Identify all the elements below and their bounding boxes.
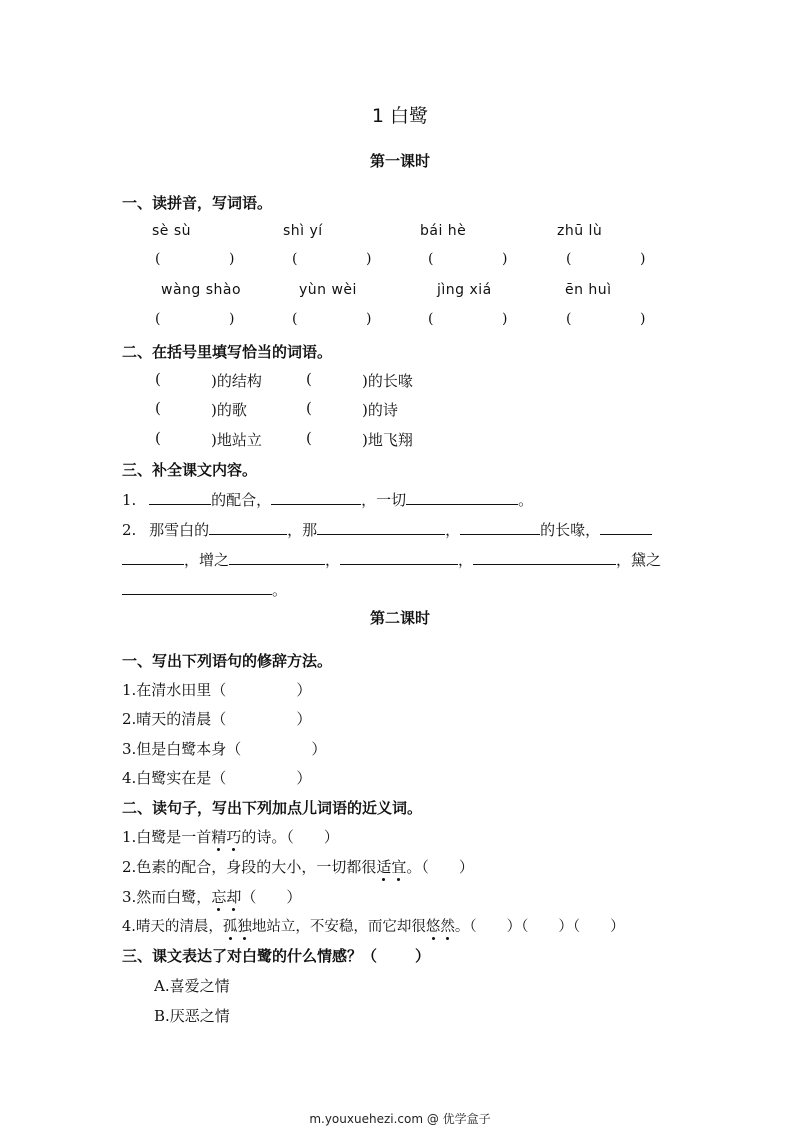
text: ，那 bbox=[287, 521, 318, 539]
rhetoric-item-4 bbox=[122, 767, 311, 788]
lesson2-label: 第二课时 bbox=[369, 609, 430, 627]
l2-q1-heading: 一、写出下列语句的修辞方法。 bbox=[122, 652, 333, 670]
paren-close: ) bbox=[229, 311, 235, 327]
pinyin-8: ēn huì bbox=[565, 282, 612, 298]
paren-close: ) bbox=[640, 251, 646, 267]
pinyin-3: bái hè bbox=[420, 223, 467, 239]
text: 2.色素的配合，身段的大小，一切都很 bbox=[122, 858, 377, 876]
text: ， bbox=[458, 551, 474, 569]
synonym-item-1 bbox=[122, 826, 339, 847]
answer-blank[interactable] bbox=[460, 518, 540, 535]
text: 1.白鹭是一首 bbox=[122, 828, 212, 846]
dotted-char: 孤 bbox=[222, 919, 238, 935]
fill-phrase: )地飞翔 bbox=[362, 431, 413, 449]
paren-close: ) bbox=[366, 251, 372, 267]
text: 。（ bbox=[454, 919, 477, 935]
answer-blank[interactable] bbox=[229, 548, 325, 565]
text: 的诗。（ bbox=[241, 828, 294, 846]
dotted-char: 精 bbox=[211, 828, 227, 846]
paren-close: ) bbox=[366, 311, 372, 327]
dotted-char: 适 bbox=[376, 858, 392, 876]
answer-blank[interactable] bbox=[149, 488, 211, 505]
paren-close: ) bbox=[229, 251, 235, 267]
text: ，增之 bbox=[184, 551, 230, 569]
text: 的长喙， bbox=[540, 521, 601, 539]
text: ） bbox=[296, 769, 312, 787]
text: 三、课文表达了对白鹭的什么情感？（ bbox=[122, 947, 378, 965]
fill-paren-open: ( bbox=[155, 370, 161, 388]
q3-item-2-end bbox=[122, 578, 287, 600]
l1-q3-heading: 三、补全课文内容。 bbox=[122, 461, 258, 479]
footer-watermark: m.youxuehezi.com @ 优学盒子 bbox=[309, 1112, 491, 1126]
paren-open: ( bbox=[428, 311, 434, 327]
answer-blank[interactable] bbox=[340, 548, 458, 565]
item-number: 2. bbox=[122, 521, 137, 539]
dotted-char: 宜 bbox=[391, 858, 407, 876]
l2-q2-heading: 二、读句子，写出下列加点儿词语的近义词。 bbox=[122, 799, 423, 817]
paren-open: ( bbox=[292, 251, 298, 267]
pinyin-5: wàng shào bbox=[161, 282, 242, 298]
fill-paren-open: ( bbox=[306, 370, 312, 388]
paren-close: ) bbox=[640, 311, 646, 327]
answer-blank[interactable] bbox=[317, 518, 445, 535]
fill-paren-open: ( bbox=[155, 399, 161, 417]
text: ）（ bbox=[558, 919, 581, 935]
answer-blank[interactable] bbox=[473, 548, 616, 565]
q3-item-1 bbox=[122, 488, 533, 510]
synonym-item-4 bbox=[122, 915, 625, 936]
answer-blank[interactable] bbox=[122, 548, 184, 565]
text: ） bbox=[286, 888, 302, 906]
text: ，黛之 bbox=[616, 551, 662, 569]
text: 3.然而白鹭， bbox=[122, 888, 212, 906]
rhetoric-item-1 bbox=[122, 679, 311, 700]
l1-q2-heading: 二、在括号里填写恰当的词语。 bbox=[122, 343, 333, 361]
text: （ bbox=[241, 888, 257, 906]
paren-open: ( bbox=[155, 251, 161, 267]
text: 。 bbox=[518, 491, 534, 509]
fill-phrase: )的诗 bbox=[362, 401, 398, 419]
text: ，一切 bbox=[361, 491, 407, 509]
answer-blank[interactable] bbox=[406, 488, 518, 505]
paren-open: ( bbox=[292, 311, 298, 327]
dotted-char: 然 bbox=[440, 919, 455, 935]
pinyin-4: zhū lù bbox=[557, 223, 603, 239]
pinyin-6: yùn wèi bbox=[299, 282, 357, 298]
answer-blank[interactable] bbox=[122, 578, 272, 595]
paren-open: ( bbox=[566, 251, 572, 267]
synonym-item-2 bbox=[122, 856, 474, 877]
text: 。 bbox=[272, 581, 288, 599]
text: 那雪白的 bbox=[149, 521, 210, 539]
paren-open: ( bbox=[428, 251, 434, 267]
text: ） bbox=[296, 710, 312, 728]
option-b[interactable]: B.厌恶之情 bbox=[154, 1007, 230, 1025]
paren-close: ) bbox=[502, 311, 508, 327]
text: 地站立，不安稳，而它却很 bbox=[251, 919, 426, 935]
text: 4.白鹭实在是（ bbox=[122, 769, 227, 787]
answer-blank[interactable] bbox=[271, 488, 361, 505]
dotted-char: 巧 bbox=[226, 828, 242, 846]
text: ） bbox=[610, 919, 625, 935]
fill-phrase: )的长喙 bbox=[362, 372, 413, 390]
fill-phrase: )的结构 bbox=[211, 372, 262, 390]
text: ） bbox=[458, 858, 474, 876]
text: 1.在清水田里（ bbox=[122, 681, 227, 699]
q3-item-2 bbox=[122, 518, 652, 540]
text: ， bbox=[325, 551, 341, 569]
text: ） bbox=[311, 740, 327, 758]
fill-phrase: )地站立 bbox=[211, 431, 262, 449]
answer-blank[interactable] bbox=[209, 518, 287, 535]
q3-item-2-cont bbox=[122, 548, 661, 570]
dotted-char: 忘 bbox=[211, 888, 227, 906]
paren-close: ) bbox=[502, 251, 508, 267]
fill-paren-open: ( bbox=[155, 429, 161, 447]
text: 的配合， bbox=[211, 491, 272, 509]
pinyin-7: jìng xiá bbox=[437, 282, 492, 298]
option-a[interactable]: A.喜爱之情 bbox=[154, 977, 230, 995]
text: 。（ bbox=[406, 858, 429, 876]
paren-open: ( bbox=[155, 311, 161, 327]
rhetoric-item-2 bbox=[122, 708, 311, 729]
text: 3.但是白鹭本身（ bbox=[122, 740, 242, 758]
pinyin-1: sè sù bbox=[152, 223, 192, 239]
text: 2.晴天的清晨（ bbox=[122, 710, 227, 728]
dotted-char: 却 bbox=[226, 888, 242, 906]
fill-paren-open: ( bbox=[306, 399, 312, 417]
pinyin-2: shì yí bbox=[283, 223, 323, 239]
text: 4.晴天的清晨， bbox=[122, 919, 223, 935]
text: ） bbox=[323, 828, 339, 846]
answer-blank[interactable] bbox=[600, 518, 652, 535]
fill-phrase: )的歌 bbox=[211, 401, 247, 419]
l2-q3-heading bbox=[122, 945, 430, 966]
text: ） bbox=[296, 681, 312, 699]
dotted-char: 悠 bbox=[425, 919, 441, 935]
text: ） bbox=[415, 947, 431, 965]
fill-paren-open: ( bbox=[306, 429, 312, 447]
lesson1-label: 第一课时 bbox=[369, 152, 430, 170]
text: ）（ bbox=[506, 919, 529, 935]
rhetoric-item-3 bbox=[122, 738, 326, 759]
l1-q1-heading: 一、读拼音，写词语。 bbox=[122, 194, 273, 212]
paren-open: ( bbox=[566, 311, 572, 327]
text: ， bbox=[445, 521, 461, 539]
page-title: 1 白鹭 bbox=[371, 105, 429, 127]
synonym-item-3 bbox=[122, 886, 301, 907]
item-number: 1. bbox=[122, 491, 137, 509]
dotted-char: 独 bbox=[237, 919, 252, 935]
